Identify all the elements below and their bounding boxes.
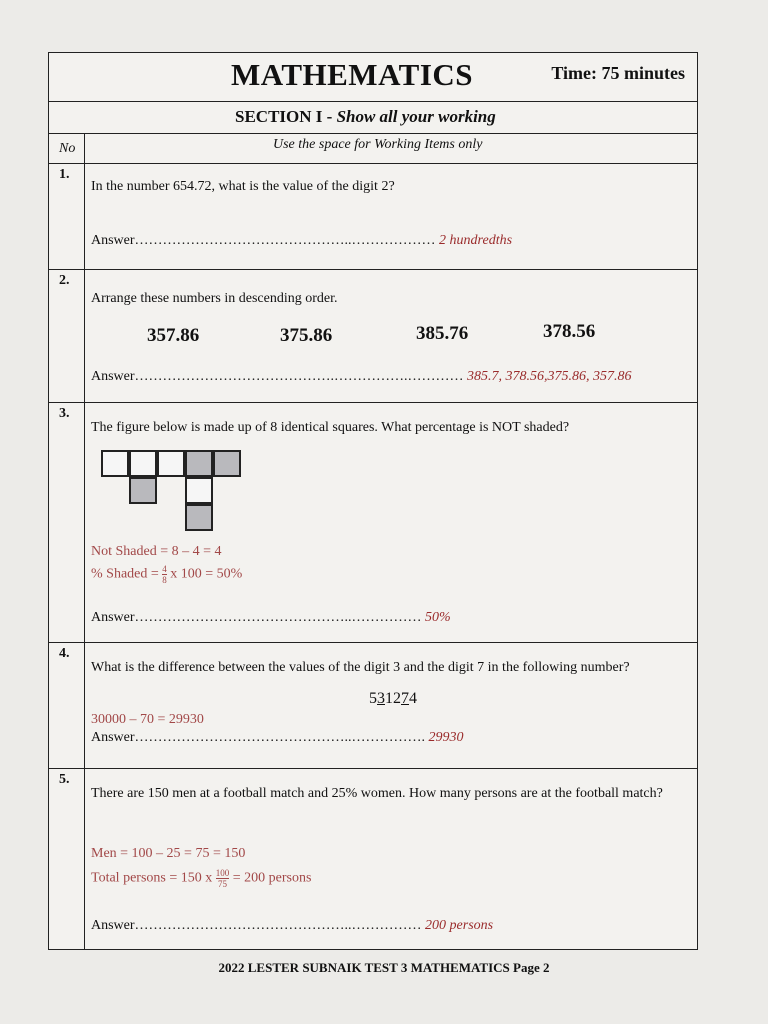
answer-value: 385.7, 378.56,375.86, 357.86 xyxy=(467,369,632,384)
square-shaded xyxy=(129,477,157,504)
question-text: Arrange these numbers in descending order. xyxy=(91,291,338,306)
answer-value: 200 persons xyxy=(425,918,494,933)
question-number: 1. xyxy=(59,167,70,182)
question-row-3 xyxy=(49,402,697,643)
digit-underlined: 7 xyxy=(401,690,409,707)
square-unshaded xyxy=(185,477,213,504)
working-prefix: % Shaded = xyxy=(91,566,163,582)
question-number: 3. xyxy=(59,406,70,421)
given-number xyxy=(369,690,417,708)
col-no-label: No xyxy=(59,141,76,156)
title-bar xyxy=(49,53,697,102)
square-shaded xyxy=(213,450,241,477)
time-limit: Time: 75 minutes xyxy=(551,63,685,83)
answer-line xyxy=(91,233,512,249)
number-option: 375.86 xyxy=(280,325,333,346)
answer-value: 50% xyxy=(425,610,451,625)
question-row-1 xyxy=(49,163,697,270)
fraction-denominator: 8 xyxy=(162,575,167,585)
fraction-denominator: 75 xyxy=(218,879,227,889)
section-prefix: SECTION I - xyxy=(235,107,337,126)
answer-line xyxy=(91,918,493,934)
answer-label: Answer………………………………………..…………… xyxy=(91,610,422,625)
working-suffix: = 200 persons xyxy=(229,870,312,886)
section-subtitle: Show all your working xyxy=(336,107,496,126)
answer-line xyxy=(91,610,451,626)
section-heading xyxy=(235,107,496,127)
digit: 5 xyxy=(369,690,377,707)
question-row-4 xyxy=(49,642,697,769)
digit: 4 xyxy=(409,690,417,707)
fraction-numerator: 4 xyxy=(162,564,167,574)
answer-line xyxy=(91,730,464,746)
answer-label: Answer………………………………………..…………… xyxy=(91,918,422,933)
number-option: 357.86 xyxy=(147,325,200,346)
fraction-numerator: 100 xyxy=(215,868,230,878)
working-line: Not Shaded = 8 – 4 = 4 xyxy=(91,544,222,559)
answer-label: Answer…………………………………….…………….………… xyxy=(91,369,464,384)
answer-label: Answer………………………………………..……………. xyxy=(91,730,426,745)
digit: 12 xyxy=(385,690,401,707)
question-number: 5. xyxy=(59,772,70,787)
question-row-2 xyxy=(49,269,697,403)
working-line xyxy=(91,564,242,585)
answer-line xyxy=(91,369,632,385)
question-number: 4. xyxy=(59,646,70,661)
number-option: 385.76 xyxy=(416,323,469,344)
question-text: The figure below is made up of 8 identical squares. What percentage is NOT shaded? xyxy=(91,420,570,435)
fraction xyxy=(216,868,230,889)
question-text: What is the difference between the values of the digit 3 and the digit 7 in the following number? xyxy=(91,660,630,675)
number-option: 378.56 xyxy=(543,321,596,342)
page-title: MATHEMATICS xyxy=(231,57,474,92)
square-unshaded xyxy=(101,450,129,477)
column-header xyxy=(49,133,697,164)
square-unshaded xyxy=(157,450,185,477)
working-prefix: Total persons = 150 x xyxy=(91,870,216,886)
answer-label: Answer………………………………………..……………… xyxy=(91,233,436,248)
working-line: Men = 100 – 25 = 75 = 150 xyxy=(91,846,246,861)
working-line: 30000 – 70 = 29930 xyxy=(91,712,204,727)
square-shaded xyxy=(185,504,213,531)
page-footer: 2022 LESTER SUBNAIK TEST 3 MATHEMATICS Page 2 xyxy=(218,960,550,975)
working-suffix: x 100 = 50% xyxy=(170,566,243,582)
exam-sheet xyxy=(48,52,698,950)
col-instruction-label: Use the space for Working Items only xyxy=(273,137,483,152)
question-text: There are 150 men at a football match and 25% women. How many persons are at the football match? xyxy=(91,786,663,801)
fraction xyxy=(162,564,167,585)
digit-underlined: 3 xyxy=(377,690,385,707)
question-row-5 xyxy=(49,768,697,951)
section-bar xyxy=(49,101,697,134)
square-unshaded xyxy=(129,450,157,477)
square-shaded xyxy=(185,450,213,477)
question-text: In the number 654.72, what is the value of the digit 2? xyxy=(91,179,395,194)
answer-value: 2 hundredths xyxy=(439,233,513,248)
answer-value: 29930 xyxy=(428,730,464,745)
working-line xyxy=(91,868,311,889)
question-number: 2. xyxy=(59,273,70,288)
